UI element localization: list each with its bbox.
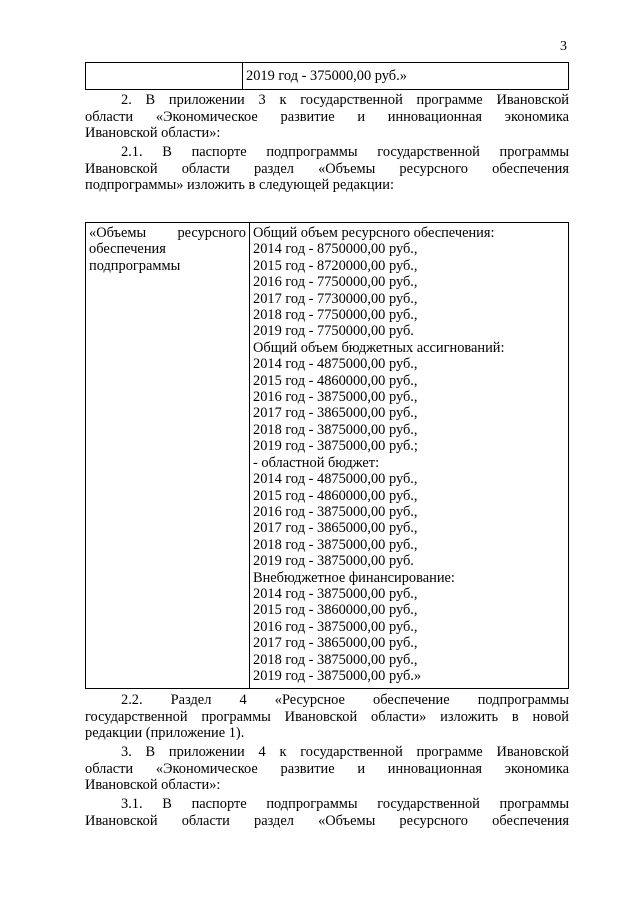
page-number: 3 — [560, 39, 567, 54]
value-line: 2014 год - 8750000,00 руб., — [253, 241, 418, 258]
table-cell-2019-total: 2019 год - 375000,00 руб.» — [243, 63, 569, 90]
section-2-1-paragraph — [85, 144, 569, 194]
resource-label-cell — [86, 223, 250, 689]
paragraph-line: государственной программы Ивановской области» изложить в новой — [85, 708, 569, 725]
paragraph-line: 2. В приложении 3 к государственной программе Ивановской — [121, 92, 569, 108]
value-line: 2017 год - 7730000,00 руб., — [253, 290, 418, 307]
paragraph-line: 3. В приложении 4 к государственной программе Ивановской — [121, 744, 569, 760]
value-line: 2017 год - 3865000,00 руб., — [253, 520, 418, 537]
section-2-2-paragraph — [85, 692, 569, 742]
value-line: 2019 год - 7750000,00 руб. — [253, 323, 414, 340]
value-line: 2018 год - 3875000,00 руб., — [253, 421, 418, 438]
label-line: «Объемы ресурсного — [89, 225, 246, 241]
value-line: 2016 год - 3875000,00 руб., — [253, 503, 418, 520]
section-3-1-paragraph — [85, 796, 569, 829]
table-row — [86, 223, 569, 689]
top-table-fragment — [85, 62, 569, 90]
section-2-paragraph — [85, 92, 569, 142]
value-line: 2016 год - 3875000,00 руб., — [253, 389, 418, 406]
value-line: 2018 год - 3875000,00 руб., — [253, 536, 418, 553]
value-line: 2017 год - 3865000,00 руб., — [253, 635, 418, 652]
label-line: обеспечения — [89, 241, 166, 258]
paragraph-line: Ивановской области раздел «Объемы ресурсного обеспечения — [85, 160, 569, 177]
label-line: подпрограммы — [89, 257, 181, 274]
value-line: 2014 год - 3875000,00 руб., — [253, 585, 418, 602]
value-line: 2019 год - 3875000,00 руб.» — [253, 667, 422, 684]
value-line: 2015 год - 8720000,00 руб., — [253, 257, 418, 274]
value-line: Общий объем ресурсного обеспечения: — [253, 225, 495, 241]
value-line: 2016 год - 7750000,00 руб., — [253, 274, 418, 291]
paragraph-line: Ивановской области раздел «Объемы ресурсного обеспечения — [85, 812, 569, 829]
resource-values-cell — [250, 223, 569, 689]
paragraph-line: Ивановской области»: — [85, 125, 221, 142]
value-line: Общий объем бюджетных ассигнований: — [253, 339, 505, 356]
paragraph-line: области «Экономическое развитие и инновационная экономика — [85, 760, 569, 777]
paragraph-line: области «Экономическое развитие и инновационная экономика — [85, 108, 569, 125]
paragraph-line: 2.1. В паспорте подпрограммы государственной программы — [121, 144, 569, 160]
value-line: 2018 год - 7750000,00 руб., — [253, 307, 418, 324]
value-line: 2018 год - 3875000,00 руб., — [253, 651, 418, 668]
value-line: - областной бюджет: — [253, 454, 380, 471]
paragraph-line: Ивановской области»: — [85, 777, 221, 794]
value-line: 2014 год - 4875000,00 руб., — [253, 356, 418, 373]
value-line: 2015 год - 3860000,00 руб., — [253, 602, 418, 619]
value-line: Внебюджетное финансирование: — [253, 569, 455, 586]
value-line: 2015 год - 4860000,00 руб., — [253, 487, 418, 504]
value-line: 2015 год - 4860000,00 руб., — [253, 372, 418, 389]
empty-cell — [86, 63, 243, 90]
value-line: 2017 год - 3865000,00 руб., — [253, 405, 418, 422]
value-line: 2016 год - 3875000,00 руб., — [253, 618, 418, 635]
table-row — [86, 63, 569, 90]
paragraph-line: 2.2. Раздел 4 «Ресурсное обеспечение подпрограммы — [121, 692, 569, 708]
section-3-paragraph — [85, 744, 569, 794]
paragraph-line: подпрограммы» изложить в следующей редакции: — [85, 177, 394, 194]
value-line: 2019 год - 3875000,00 руб. — [253, 553, 414, 570]
resource-table — [85, 222, 569, 689]
paragraph-line: 3.1. В паспорте подпрограммы государственной программы — [121, 796, 569, 812]
paragraph-line: редакции (приложение 1). — [85, 725, 245, 742]
value-line: 2014 год - 4875000,00 руб., — [253, 471, 418, 488]
value-line: 2019 год - 3875000,00 руб.; — [253, 438, 418, 455]
